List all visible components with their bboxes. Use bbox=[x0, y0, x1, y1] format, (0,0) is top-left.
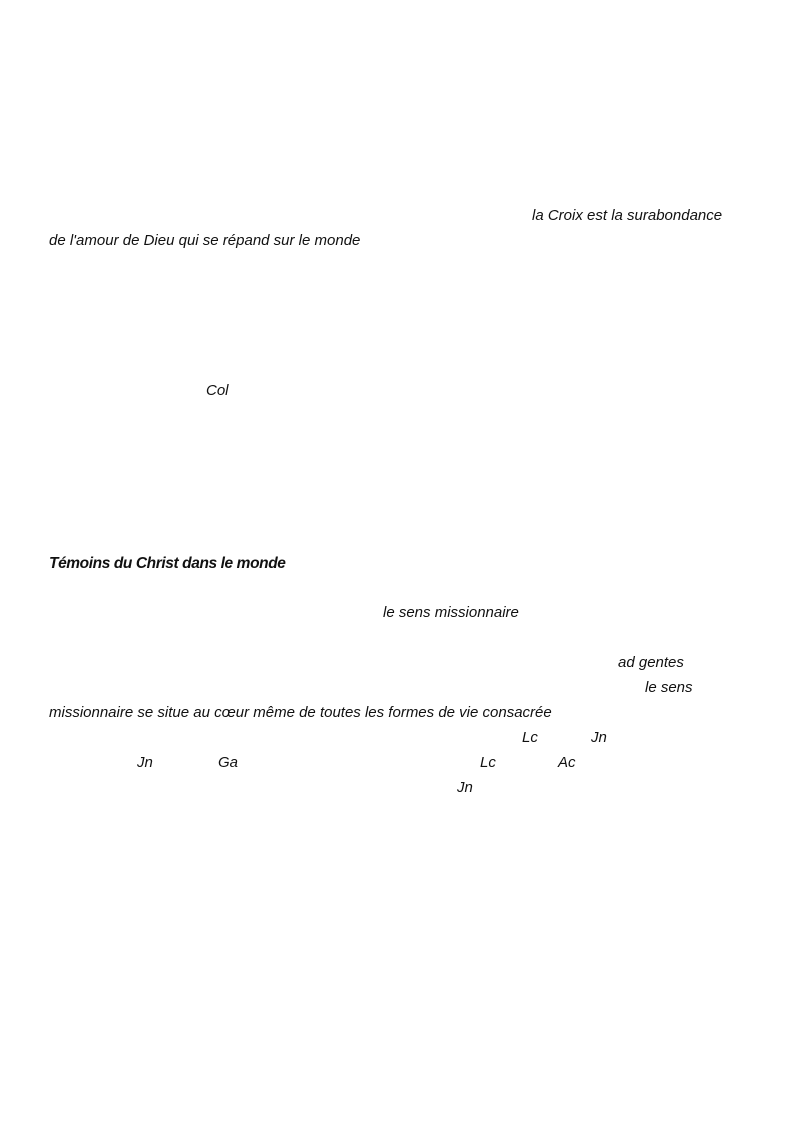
reference-ac: Ac bbox=[558, 754, 576, 771]
emphasis-love-of-god: de l'amour de Dieu qui se répand sur le monde bbox=[49, 232, 361, 249]
emphasis-cross-abundance: la Croix est la surabondance bbox=[532, 207, 723, 224]
emphasis-missionary-sense: le sens missionnaire bbox=[383, 604, 519, 621]
reference-jn: Jn bbox=[137, 754, 153, 771]
section-heading: Témoins du Christ dans le monde bbox=[49, 555, 286, 572]
emphasis-consecrated-life: missionnaire se situe au cœur même de toutes les formes de vie consacrée bbox=[49, 704, 552, 721]
emphasis-le-sens: le sens bbox=[645, 679, 693, 696]
reference-col: Col bbox=[206, 382, 229, 399]
reference-lc: Lc bbox=[480, 754, 496, 771]
reference-jn: Jn bbox=[591, 729, 607, 746]
emphasis-ad-gentes: ad gentes bbox=[618, 654, 684, 671]
reference-ga: Ga bbox=[218, 754, 239, 771]
reference-jn: Jn bbox=[457, 779, 473, 796]
reference-lc: Lc bbox=[522, 729, 538, 746]
